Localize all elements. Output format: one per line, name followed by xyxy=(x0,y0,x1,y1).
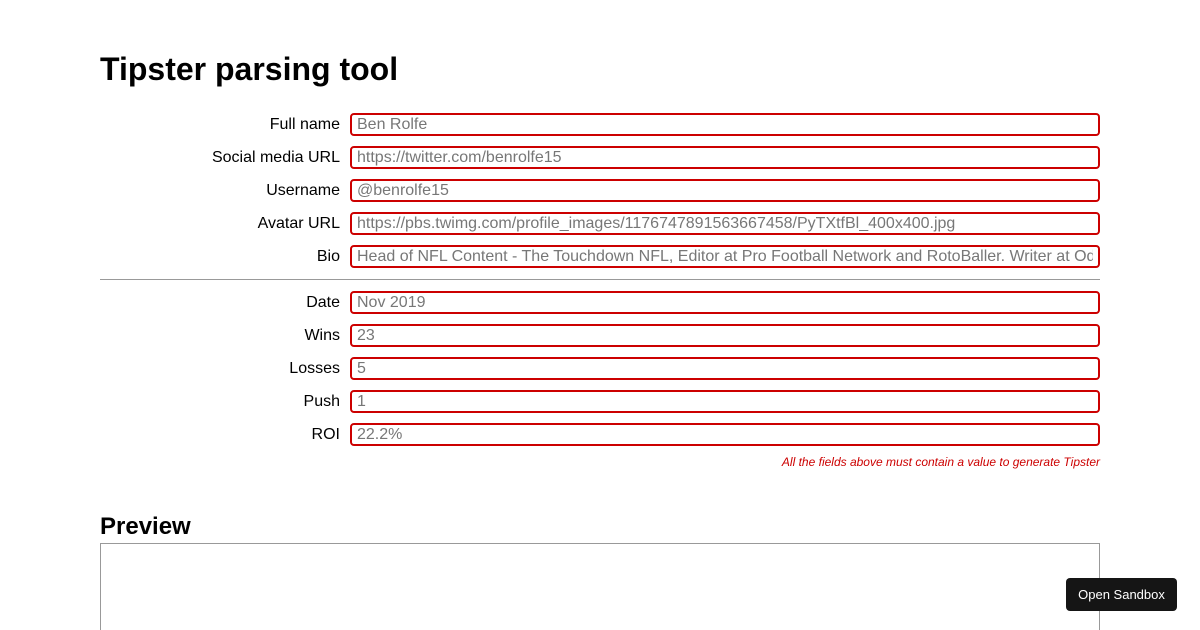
validation-hint: All the fields above must contain a value to generate Tipster xyxy=(781,455,1100,469)
full-name-input[interactable] xyxy=(350,113,1100,136)
social-url-label: Social media URL xyxy=(211,148,340,166)
avatar-url-label: Avatar URL xyxy=(257,214,340,232)
field-row-username xyxy=(100,174,1100,207)
preview-heading: Preview xyxy=(100,513,191,540)
losses-label: Losses xyxy=(289,359,340,377)
full-name-label: Full name xyxy=(269,115,340,133)
preview-box xyxy=(100,543,1100,630)
username-input[interactable] xyxy=(350,179,1100,202)
roi-label: ROI xyxy=(311,425,340,443)
social-url-input[interactable] xyxy=(350,146,1100,169)
profile-fields xyxy=(100,108,1100,273)
field-row-wins xyxy=(100,319,1100,352)
bio-input[interactable] xyxy=(350,245,1100,268)
roi-input[interactable] xyxy=(350,423,1100,446)
date-input[interactable] xyxy=(350,291,1100,314)
field-row-social-url xyxy=(100,141,1100,174)
field-row-roi xyxy=(100,418,1100,451)
losses-input[interactable] xyxy=(350,357,1100,380)
field-row-push xyxy=(100,385,1100,418)
field-row-losses xyxy=(100,352,1100,385)
bio-label: Bio xyxy=(316,247,340,265)
push-input[interactable] xyxy=(350,390,1100,413)
wins-label: Wins xyxy=(304,326,340,344)
date-label: Date xyxy=(306,293,340,311)
username-label: Username xyxy=(266,181,340,199)
open-sandbox-button[interactable]: Open Sandbox xyxy=(1066,578,1177,611)
field-row-full-name xyxy=(100,108,1100,141)
avatar-url-input[interactable] xyxy=(350,212,1100,235)
field-row-bio xyxy=(100,240,1100,273)
push-label: Push xyxy=(303,392,340,410)
field-row-avatar-url xyxy=(100,207,1100,240)
section-divider xyxy=(100,279,1100,280)
tipster-form xyxy=(100,108,1100,469)
page-title: Tipster parsing tool xyxy=(100,51,399,87)
field-row-date xyxy=(100,286,1100,319)
stats-fields xyxy=(100,286,1100,451)
wins-input[interactable] xyxy=(350,324,1100,347)
